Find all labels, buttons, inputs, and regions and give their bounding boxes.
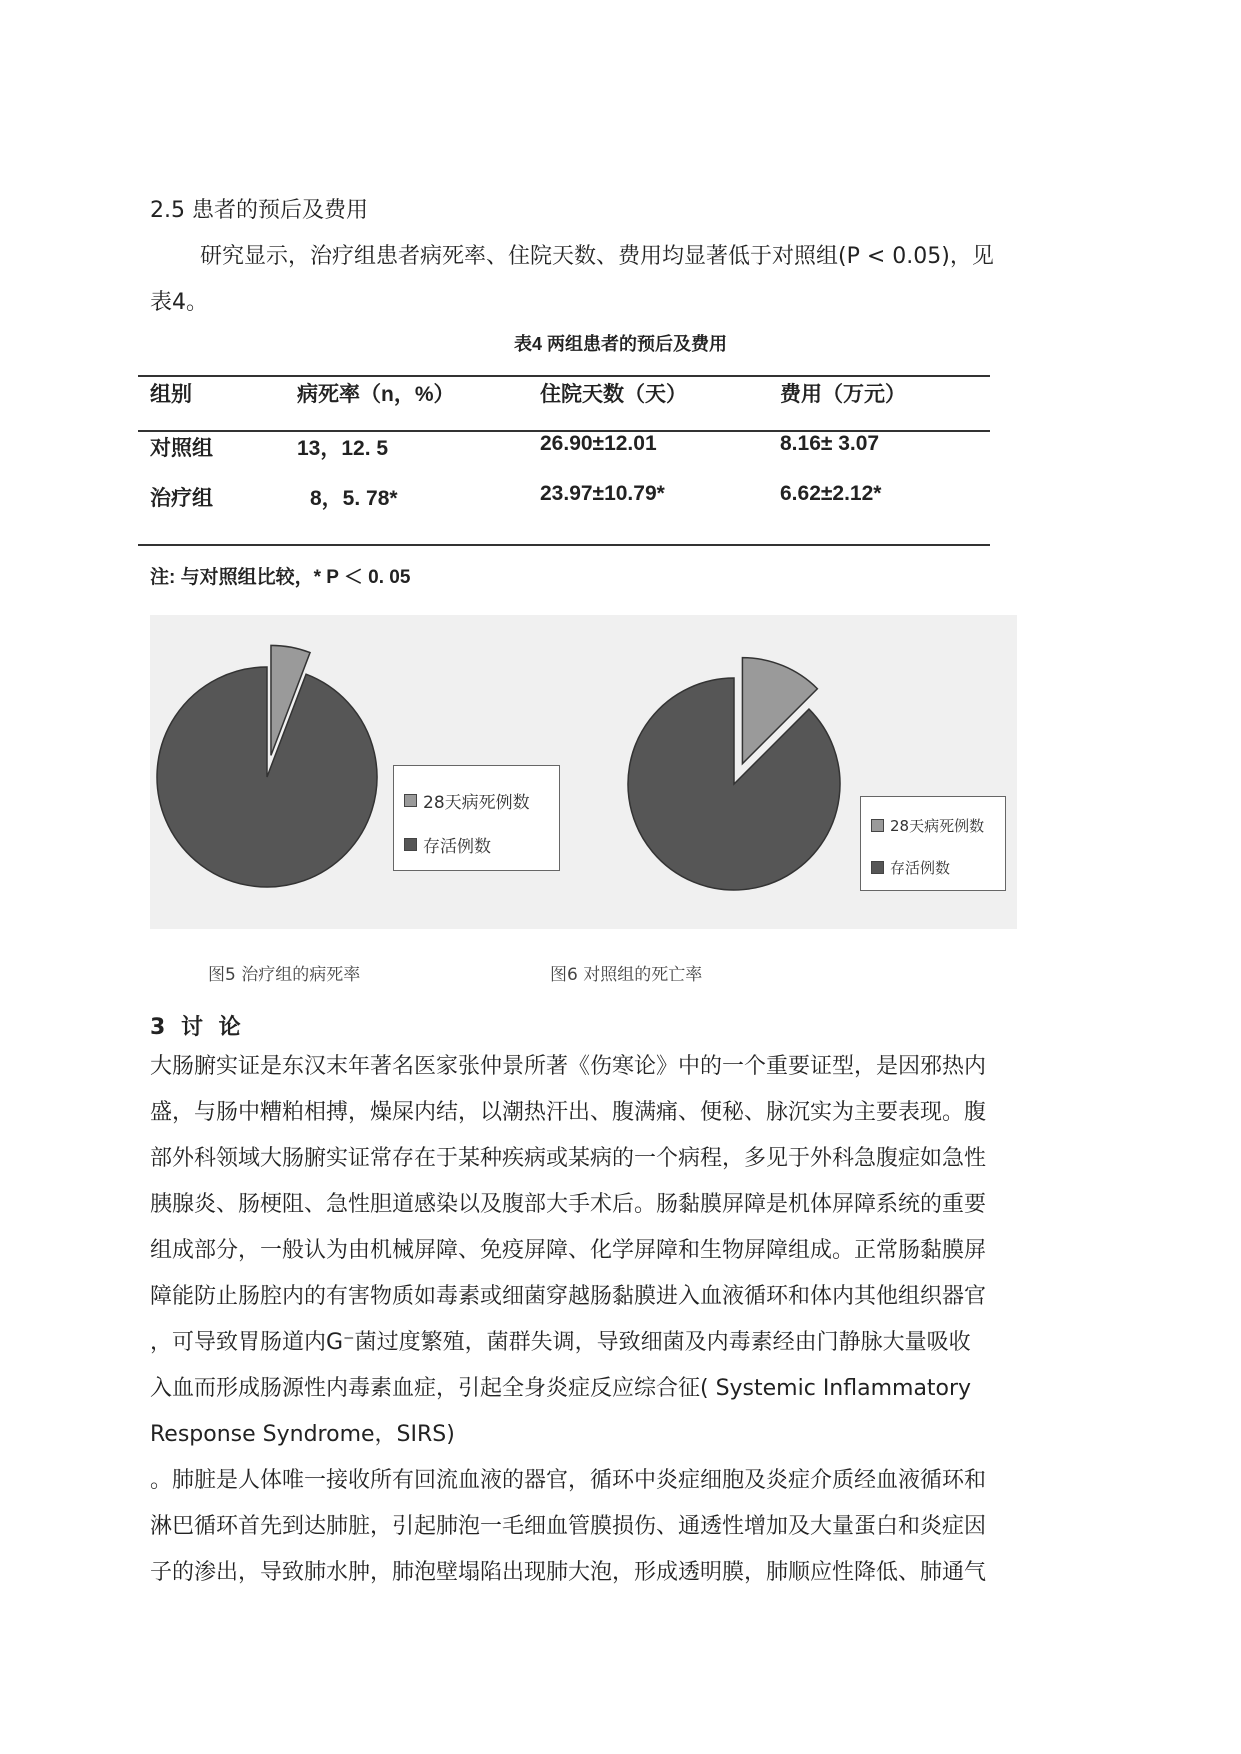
table-caption: 表4 两组患者的预后及费用 [513, 334, 727, 354]
figure-panel [150, 615, 1017, 929]
legend-swatch-death [404, 794, 417, 807]
discussion-line: 盛，与肠中糟粕相搏，燥屎内结，以潮热汗出、腹满痛、便秘、脉沉实为主要表现。腹 [150, 1100, 987, 1125]
pie-chart-treatment [157, 645, 377, 887]
table-header-cell: 费用（万元） [780, 383, 906, 406]
table-cell: 6.62±2.12* [780, 482, 882, 505]
discussion-line: 。肺脏是人体唯一接收所有回流血液的器官，循环中炎症细胞及炎症介质经血液循环和 [150, 1468, 987, 1493]
legend-control [860, 796, 1006, 891]
legend-label: 28天病死例数 [890, 817, 985, 835]
legend-item [404, 832, 491, 857]
legend-label: 存活例数 [423, 837, 491, 857]
table-bottom-rule [138, 544, 990, 546]
legend-label: 28天病死例数 [423, 793, 530, 813]
figure-caption: 图6 对照组的死亡率 [550, 965, 703, 985]
pie-slice-alive [628, 678, 840, 890]
pie-chart-control [628, 658, 840, 890]
discussion-line: Response Syndrome，SIRS) [150, 1422, 455, 1447]
discussion-line: ，可导致胃肠道内G⁻菌过度繁殖，菌群失调，导致细菌及内毒素经由门静脉大量吸收 [150, 1330, 971, 1355]
section-paragraph-line: 表4。 [150, 290, 208, 315]
legend-item [871, 815, 984, 836]
table-header-cell: 病死率（n，%） [297, 383, 455, 406]
table-cell: 8，5. 78* [310, 487, 398, 510]
discussion-line: 部外科领域大肠腑实证常存在于某种疾病或某病的一个病程，多见于外科急腹症如急性 [150, 1146, 987, 1171]
table-note: 注: 与对照组比较，* P ＜ 0. 05 [150, 567, 411, 588]
discussion-line: 淋巴循环首先到达肺脏，引起肺泡一毛细血管膜损伤、通透性增加及大量蛋白和炎症因 [150, 1514, 987, 1539]
legend-label: 存活例数 [890, 859, 951, 877]
table-cell: 23.97±10.79* [540, 482, 665, 505]
discussion-line: 子的渗出，导致肺水肿，肺泡壁塌陷出现肺大泡，形成透明膜，肺顺应性降低、肺通气 [150, 1560, 987, 1585]
table-cell: 26.90±12.01 [540, 432, 657, 455]
table-top-rule [138, 375, 990, 377]
section-paragraph-line: 研究显示，治疗组患者病死率、住院天数、费用均显著低于对照组(P < 0.05)，见 [200, 244, 994, 269]
discussion-line: 大肠腑实证是东汉末年著名医家张仲景所著《伤寒论》中的一个重要证型，是因邪热内 [150, 1054, 987, 1079]
section-heading: 2.5 患者的预后及费用 [150, 198, 368, 223]
table-header-cell: 住院天数（天） [540, 383, 687, 406]
legend-treatment [393, 765, 560, 871]
table-cell: 8.16± 3.07 [780, 432, 880, 455]
legend-swatch-death [871, 819, 884, 832]
discussion-line: 组成部分，一般认为由机械屏障、免疫屏障、化学屏障和生物屏障组成。正常肠黏膜屏 [150, 1238, 987, 1263]
discussion-line: 障能防止肠腔内的有害物质如毒素或细菌穿越肠黏膜进入血液循环和体内其他组织器官 [150, 1284, 987, 1309]
table-header-cell: 组别 [150, 383, 192, 406]
discussion-body [150, 1044, 1100, 1596]
discussion-line: 入血而形成肠源性内毒素血症，引起全身炎症反应综合征( Systemic Inflammatory [150, 1376, 972, 1401]
pie-slice-alive [157, 667, 377, 887]
table-cell: 治疗组 [150, 487, 213, 510]
legend-swatch-alive [871, 861, 884, 874]
section-heading: 3 讨 论 [150, 1015, 245, 1040]
legend-item [404, 788, 530, 813]
table-cell: 13，12. 5 [297, 437, 389, 460]
discussion-line: 胰腺炎、肠梗阻、急性胆道感染以及腹部大手术后。肠黏膜屏障是机体屏障系统的重要 [150, 1192, 987, 1217]
table-cell: 对照组 [150, 437, 213, 460]
figure-caption: 图5 治疗组的病死率 [208, 965, 361, 985]
legend-item [871, 857, 950, 878]
legend-swatch-alive [404, 838, 417, 851]
